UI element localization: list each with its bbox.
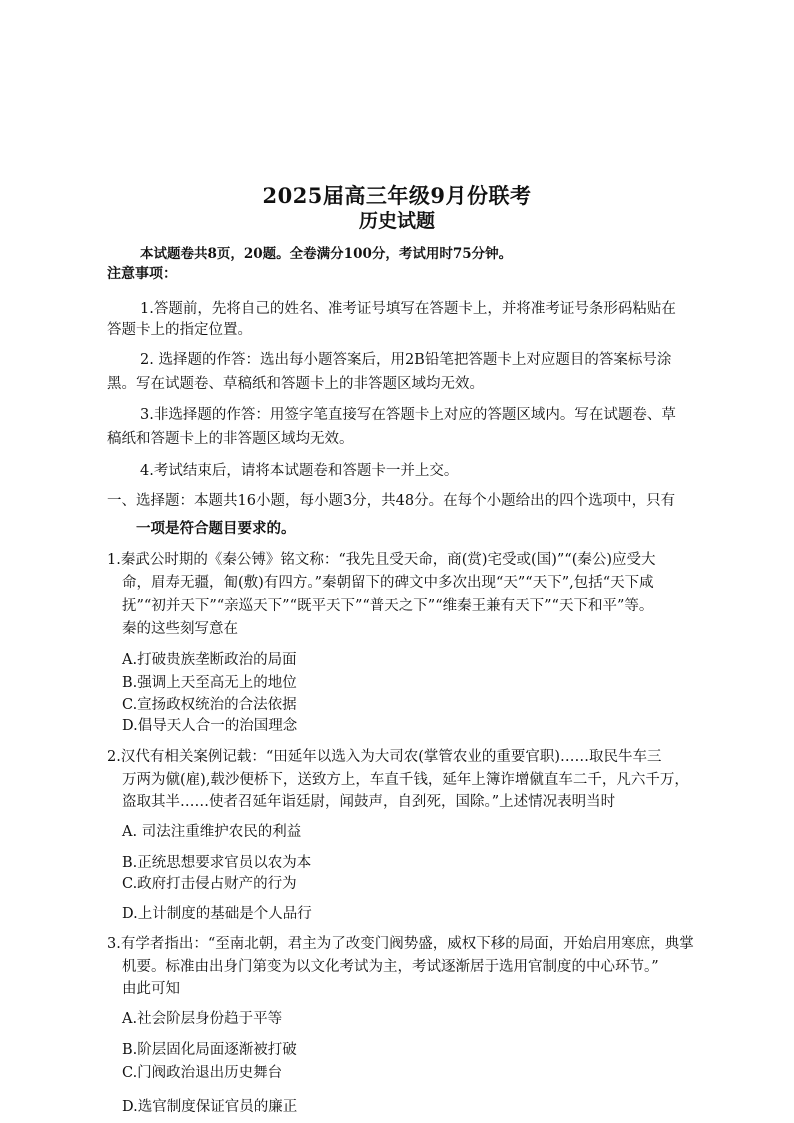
exam-summary: 本试题卷共8页，20题。全卷满分100分，考试用时75分钟。 (140, 246, 513, 262)
note-2-line-1: 2. 选择题的作答：选出每小题答案后，用2B铅笔把答题卡上对应题目的答案标号涂 (140, 352, 672, 368)
question-2-option-d[interactable]: D.上计制度的基础是个人品行 (122, 906, 312, 922)
question-2-option-a[interactable]: A. 司法注重维护农民的利益 (122, 824, 302, 840)
question-1-option-d[interactable]: D.倡导天人合一的治国理念 (122, 718, 298, 734)
exam-title: 2025届高三年级9月份联考 (262, 183, 532, 208)
question-1-option-b[interactable]: B.强调上天至高无上的地位 (122, 675, 297, 691)
note-3-line-2: 稿纸和答题卡上的非答题区域均无效。 (107, 431, 354, 447)
question-2-stem-line-2: 万两为僦(雇),载沙便桥下，送致方上，车直千钱，延年上簿诈增僦直车二千，凡六千万， (122, 772, 689, 788)
question-3-stem-line-3: 由此可知 (122, 981, 180, 997)
section-heading-line-1: 一、选择题：本题共16小题，每小题3分，共48分。在每个小题给出的四个选项中，只有 (107, 493, 676, 509)
section-heading-line-2: 一项是符合题目要求的。 (136, 520, 296, 537)
question-2-stem-line-1: 2.汉代有相关案例记载：“田延年以选入为大司农(掌管农业的重要官职)……取民牛车三 (107, 749, 662, 765)
question-1-stem-line-3: 抚”“初并天下”“亲巡天下”“既平天下”“普天之下”“维秦王兼有天下”“天下和平”等。 (122, 598, 654, 614)
note-1-line-1: 1.答题前，先将自己的姓名、准考证号填写在答题卡上，并将准考证号条形码粘贴在 (140, 301, 676, 317)
note-4: 4.考试结束后，请将本试题卷和答题卡一并上交。 (140, 463, 459, 479)
question-1-option-c[interactable]: C.宣扬政权统治的合法依据 (122, 697, 297, 713)
note-2-line-2: 黑。写在试题卷、草稿纸和答题卡上的非答题区域均无效。 (107, 376, 484, 392)
question-1-stem-line-1: 1.秦武公时期的《秦公镈》铭文称：“我先且受天命，商(赏)宅受或(国)”“(秦公)应受大 (107, 552, 656, 568)
question-3-stem-line-2: 机要。标准由出身门第变为以文化考试为主，考试逐渐居于选用官制度的中心环节。” (122, 959, 659, 975)
question-1-stem-line-4: 秦的这些刻写意在 (122, 621, 238, 637)
question-2-stem-line-3: 盗取其半……使者召延年诣廷尉，闻鼓声，自刭死，国除。”上述情况表明当时 (122, 794, 616, 810)
question-3-option-a[interactable]: A.社会阶层身份趋于平等 (122, 1011, 283, 1027)
question-3-option-b[interactable]: B.阶层固化局面逐渐被打破 (122, 1042, 297, 1058)
note-3-line-1: 3.非选择题的作答：用签字笔直接写在答题卡上对应的答题区域内。写在试题卷、草 (140, 407, 676, 423)
question-2-option-b[interactable]: B.正统思想要求官员以农为本 (122, 855, 312, 871)
note-1-line-2: 答题卡上的指定位置。 (107, 322, 252, 338)
question-3-option-c[interactable]: C.门阀政治退出历史舞台 (122, 1065, 283, 1081)
question-3-stem-line-1: 3.有学者指出：“至南北朝，君主为了改变门阀势盛，威权下移的局面，开始启用寒庶，典掌 (107, 936, 694, 952)
question-2-option-c[interactable]: C.政府打击侵占财产的行为 (122, 876, 297, 892)
question-3-option-d[interactable]: D.选官制度保证官员的廉正 (122, 1099, 298, 1115)
question-1-stem-line-2: 命，眉寿无疆，匍(敷)有四方。”秦朝留下的碑文中多次出现“天”“天下”,包括“天下咸 (122, 575, 654, 591)
question-1-option-a[interactable]: A.打破贵族垄断政治的局面 (122, 652, 297, 668)
notice-heading: 注意事项： (107, 266, 177, 282)
exam-subject-title: 历史试题 (358, 210, 435, 232)
